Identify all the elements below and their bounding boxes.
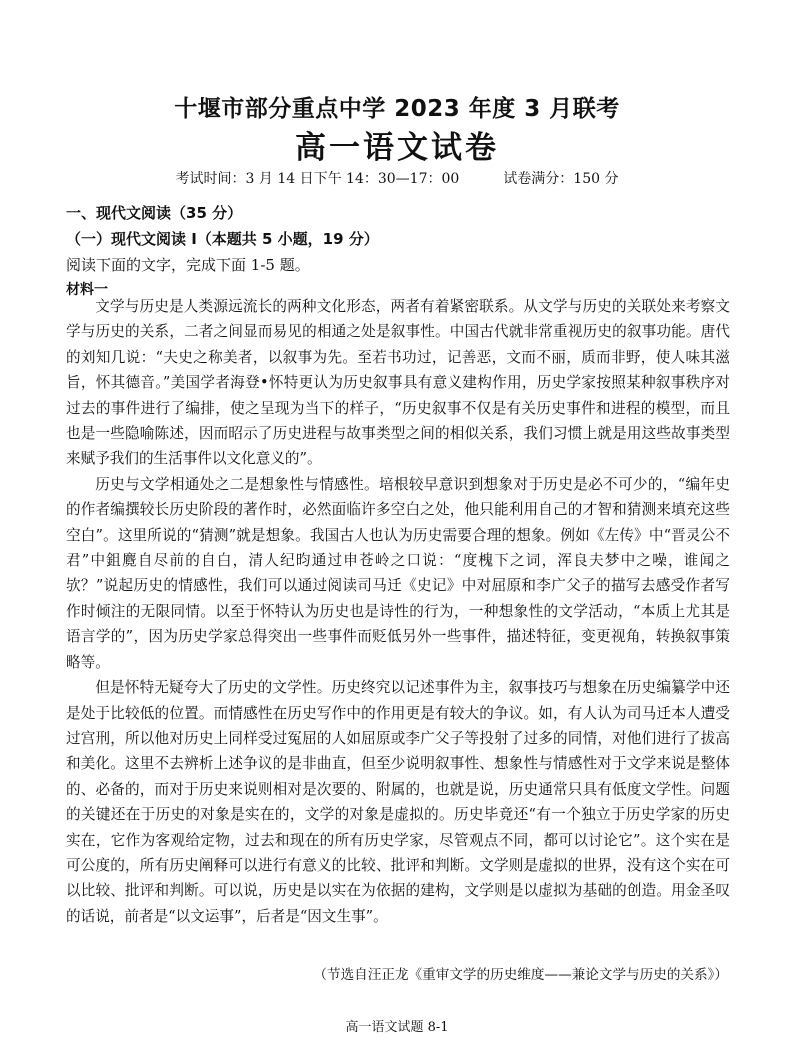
exam-time: 考试时间：3 月 14 日下午 14：30—17：00 [175, 171, 460, 187]
passage-paragraph: 历史与文学相通处之二是想象性与情感性。培根较早意识到想象对于历史是必不可少的，“编年史的作者编撰较长历史阶段的著作时，必然面临许多空白之处，他只能利用自己的才智和猜测来填充这些空白”。这里所说的“猜测”就是想象。我国古人也认为历史需要合理的想象。例如《左传》中“晋灵公不君”中鉏麑自尽前的自白，清人纪昀通过申苍岭之口说：“度槐下之词，浑良夫梦中之噪，谁闻之欤？”说起历史的情感性，我们可以通过阅读司马迁《史记》中对屈原和李广父子的描写去感受作者写作时倾注的无限同情。以至于怀特认为历史也是诗性的行为，一种想象性的文学活动，“本质上尤其是语言学的”，因为历史学家总得突出一些事件而贬低另外一些事件，描述特征，变更视角，转换叙事策略等。 [66, 475, 730, 671]
page-footer: 高一语文试题 8-1 [345, 1020, 449, 1035]
instruction-text: 阅读下面的文字，完成下面 1-5 题。 [66, 256, 310, 274]
passage-body [66, 294, 730, 929]
passage-source: （节选自汪正龙《重审文学的历史维度——兼论文学与历史的关系》） [313, 967, 728, 983]
exam-title-line2: 高一语文试卷 [295, 130, 499, 166]
section-heading: 一、现代文阅读（35 分） [66, 204, 243, 222]
exam-title-line1: 十堰市部分重点中学 2023 年度 3 月联考 [174, 96, 620, 122]
exam-score: 试卷满分：150 分 [503, 171, 619, 187]
section-subheading: （一）现代文阅读 I（本题共 5 小题，19 分） [66, 230, 379, 248]
passage-paragraph: 文学与历史是人类源远流长的两种文化形态，两者有着紧密联系。从文学与历史的关联处来考察文学与历史的关系，二者之间显而易见的相通之处是叙事性。中国古代就非常重视历史的叙事功能。唐代的刘知几说：“夫史之称美者，以叙事为先。至若书功过，记善恶，文而不丽，质而非野，使人味其滋旨，怀其德音。”美国学者海登•怀特更认为历史叙事具有意义建构作用，历史学家按照某种叙事秩序对过去的事件进行了编排，使之呈现为当下的样子，“历史叙事不仅是有关历史事件和进程的模型，而且也是一些隐喻陈述，因而昭示了历史进程与故事类型之间的相似关系，我们习惯上就是用这些故事类型来赋予我们的生活事件以文化意义的”。 [66, 298, 730, 468]
passage-paragraph: 但是怀特无疑夸大了历史的文学性。历史终究以记述事件为主，叙事技巧与想象在历史编纂学中还是处于比较低的位置。而情感性在历史写作中的作用更是有较大的争议。如，有人认为司马迁本人遭受过宫刑，所以他对历史上同样受过冤屈的人如屈原或李广父子等投射了过多的同情，对他们进行了拔高和美化。这里不去辨析上述争议的是非曲直，但至少说明叙事性、想象性与情感性对于文学来说是整体的、必备的，而对于历史来说则相对是次要的、附属的，也就是说，历史通常只具有低度文学性。问题的关键还在于历史的对象是实在的，文学的对象是虚拟的。历史毕竟还“有一个独立于历史学家的历史实在，它作为客观给定物，过去和现在的所有历史学家，尽管观点不同，都可以讨论它”。这个实在是可公度的，所有历史阐释可以进行有意义的比较、批评和判断。文学则是虚拟的世界，没有这个实在可以比较、批评和判断。可以说，历史是以实在为依据的建构，文学则是以虚拟为基础的创造。用金圣叹的话说，前者是“以文运事”，后者是“因文生事”。 [66, 679, 730, 925]
material-label: 材料一 [66, 282, 108, 298]
exam-info [0, 168, 794, 188]
